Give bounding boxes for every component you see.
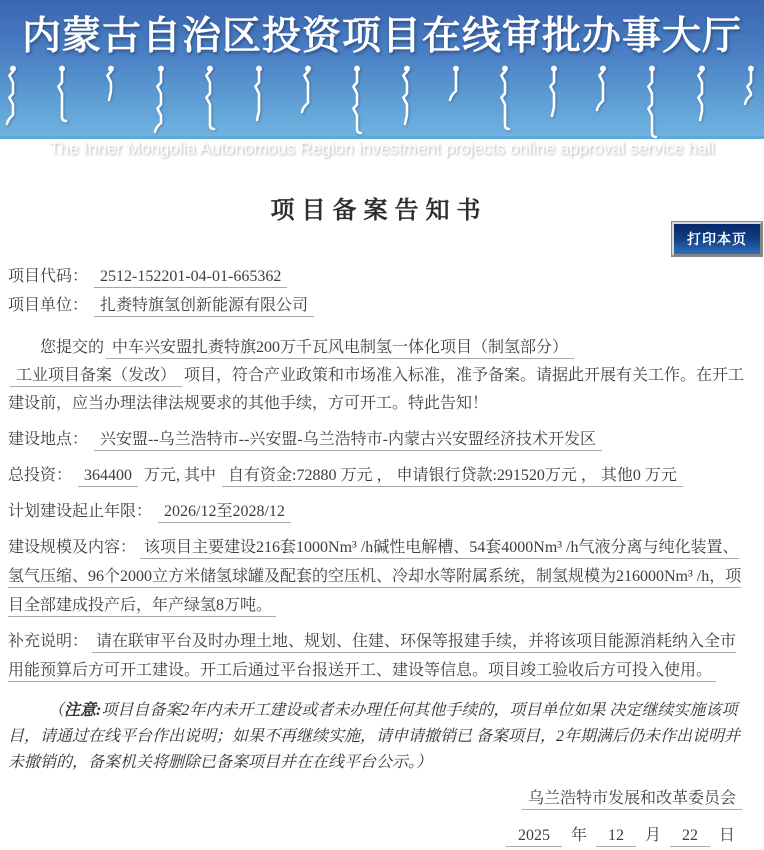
supplement-row <box>8 627 750 685</box>
agency-name: 乌兰浩特市发展和改革委员会 <box>522 790 742 810</box>
location-label: 建设地点： <box>8 431 89 448</box>
scale-value: 该项目主要建设216套1000Nm³ /h碱性电解槽、54套4000Nm³ /h气液分离与纯化装置、氢气压缩、96个2000立方米储氢球罐及配套的空压机、冷却水等附属系统，制氢规模为216000Nm³ /h，项目全部建成投产后，年产绿氢8万吨。 <box>8 539 741 617</box>
location-row <box>8 425 750 454</box>
scale-row <box>8 533 750 620</box>
signature-date-row <box>8 822 750 850</box>
date-day-value: 22 <box>670 827 710 847</box>
notice-open-paren: （ <box>48 702 65 719</box>
print-page-button[interactable]: 打印本页 <box>672 222 762 256</box>
project-unit-value: 扎赉特旗氢创新能源有限公司 <box>94 297 314 317</box>
investment-total-unit: 万元, 其中 <box>144 467 217 484</box>
project-unit-row <box>8 291 750 320</box>
project-code-label: 项目代码： <box>8 268 89 285</box>
site-title-english: The Inner Mongolia Autonomous Region investment projects online approval service hall <box>49 139 715 158</box>
record-type-value: 工业项目备案（发改） <box>10 367 182 387</box>
date-year-label: 年 <box>570 827 587 844</box>
approval-suffix: 项目，符合产业政策和市场准入标准，准予备案。请据此开展有关工作。在开工建设前，应当办理法律法规要求的其他手续，方可开工。特此告知！ <box>8 367 745 412</box>
notice-paragraph <box>8 698 750 776</box>
notice-text: 项目自备案2年内未开工建设或者未办理任何其他手续的，项目单位如果 决定继续实施该项目，请通过在线平台作出说明；如果不再继续实施，请申请撤销已 备案项目，2年期满后仍未作出说明并未撤销的，备案机关将删除已备案项目并在在线平台公示。） <box>8 702 741 771</box>
project-unit-label: 项目单位： <box>8 297 89 314</box>
date-year-value: 2025 <box>506 827 562 847</box>
approval-prefix: 您提交的 <box>40 339 105 356</box>
investment-total-value: 364400 <box>78 467 138 487</box>
site-title-chinese: 内蒙古自治区投资项目在线审批办事大厅 <box>21 15 742 58</box>
schedule-row <box>8 497 750 526</box>
investment-label: 总投资： <box>8 467 73 484</box>
date-day-label: 日 <box>718 827 735 844</box>
supplement-label: 补充说明： <box>8 633 89 650</box>
site-banner <box>0 0 764 158</box>
location-value: 兴安盟--乌兰浩特市--兴安盟-乌兰浩特市-内蒙古兴安盟经济技术开发区 <box>94 431 602 451</box>
signature-agency-row <box>8 785 750 813</box>
supplement-value: 请在联审平台及时办理土地、规划、住建、环保等报建手续，并将该项目能源消耗纳入全市用能预算后方可开工建设。开工后通过平台报送开工、建设等信息。项目竣工验收后方可投入使用。 <box>8 633 736 682</box>
investment-breakdown-value: 自有资金:72880 万元 ， 申请银行贷款:291520万元 ， 其他0 万元 <box>222 467 683 487</box>
schedule-value: 2026/12至2028/12 <box>158 503 291 523</box>
project-name-value: 中车兴安盟扎赉特旗200万千瓦风电制氢一体化项目（制氢部分） <box>106 339 574 359</box>
schedule-label: 计划建设起止年限： <box>8 503 153 520</box>
investment-row <box>8 461 750 490</box>
mongolian-script-decoration <box>0 61 764 139</box>
date-month-label: 月 <box>644 827 661 844</box>
scale-label: 建设规模及内容： <box>8 539 137 556</box>
notice-bold-prefix: 注意: <box>64 702 102 719</box>
notice-document <box>0 190 764 850</box>
project-code-row <box>8 262 750 291</box>
approval-paragraph <box>8 334 750 418</box>
document-title: 项目备案告知书 <box>270 198 488 224</box>
date-month-value: 12 <box>596 827 636 847</box>
project-code-value: 2512-152201-04-01-665362 <box>94 268 287 288</box>
